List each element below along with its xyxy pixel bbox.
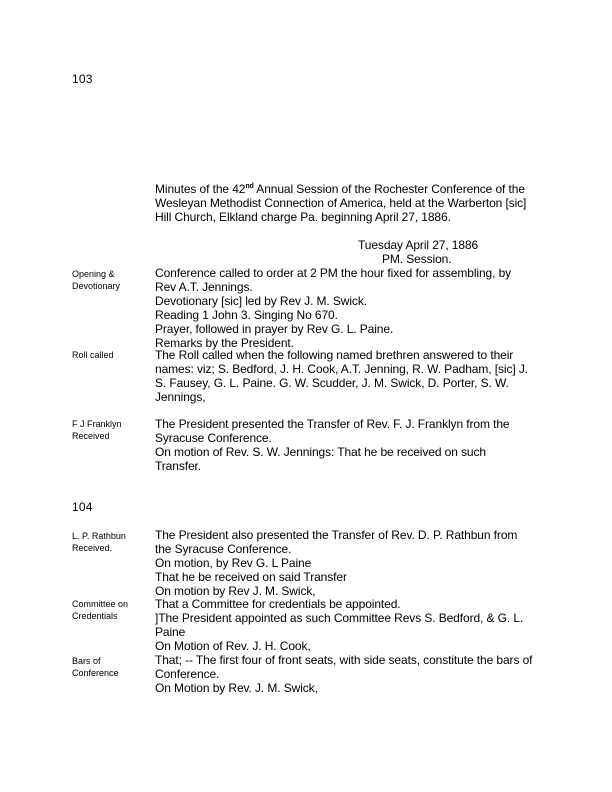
entry-line: On Motion of Rev. J. H. Cook, bbox=[155, 639, 311, 653]
entry-line: Transfer. bbox=[155, 459, 202, 473]
entry-line: Syracuse Conference. bbox=[155, 431, 272, 445]
session-date: Tuesday April 27, 1886 bbox=[358, 238, 479, 252]
ordinal-superscript: nd bbox=[245, 183, 254, 190]
margin-note-line: Received. bbox=[72, 543, 113, 553]
entry-line: Devotionary [sic] led by Rev J. M. Swick. bbox=[155, 294, 367, 308]
entry-line: Conference called to order at 2 PM the hour fixed for assembling, by bbox=[155, 266, 512, 280]
entry-line: Reading 1 John 3. Singing No 670. bbox=[155, 308, 338, 322]
margin-note-bars bbox=[72, 655, 119, 679]
entry-roll bbox=[155, 348, 547, 404]
entry-line: The President also presented the Transfer of Rev. D. P. Rathbun from bbox=[155, 528, 518, 542]
page-number: 104 bbox=[72, 500, 93, 514]
entry-bars bbox=[155, 653, 547, 695]
entry-line: Rev A.T. Jennings. bbox=[155, 280, 253, 294]
entry-line: Paine bbox=[155, 625, 186, 639]
title-text: Minutes of the 42 bbox=[155, 182, 246, 196]
margin-note-roll bbox=[72, 349, 114, 361]
margin-note-line: Committee on bbox=[72, 599, 129, 609]
entry-line: On motion, by Rev G. L Paine bbox=[155, 556, 312, 570]
margin-note-opening bbox=[72, 268, 120, 292]
margin-note-line: L. P. Rathbun bbox=[72, 531, 126, 541]
title-text: Annual Session of the Rochester Conference of the bbox=[253, 182, 525, 196]
margin-note-line: Credentials bbox=[72, 611, 118, 621]
entry-line: Jennings, bbox=[155, 390, 206, 404]
entry-line: On Motion by Rev. J. M. Swick, bbox=[155, 681, 318, 695]
title-line: Wesleyan Methodist Connection of America, held at the Warberton [sic] bbox=[155, 196, 527, 210]
entry-line: On motion by Rev J. M. Swick, bbox=[155, 584, 316, 598]
entry-opening bbox=[155, 266, 547, 350]
entry-line: Prayer, followed in prayer by Rev G. L. Paine. bbox=[155, 322, 394, 336]
margin-note-line: Received bbox=[72, 431, 110, 441]
page-number: 103 bbox=[72, 72, 93, 86]
margin-note-line: Conference bbox=[72, 668, 119, 678]
entry-line: On motion of Rev. S. W. Jennings: That he be received on such bbox=[155, 445, 486, 459]
margin-note-line: Opening & bbox=[72, 269, 115, 279]
entry-line: S. Fausey, G. L. Paine. G. W. Scudder, J. M. Swick, D. Porter, S. W. bbox=[155, 376, 509, 390]
margin-note-line: F J Franklyn bbox=[72, 419, 122, 429]
entry-line: ]The President appointed as such Committee Revs S. Bedford, & G. L. bbox=[155, 611, 524, 625]
entry-line: That a Committee for credentials be appointed. bbox=[155, 597, 401, 611]
entry-line: That; -- The first four of front seats, with side seats, constitute the bars of bbox=[155, 653, 533, 667]
entry-line: The President presented the Transfer of Rev. F. J. Franklyn from the bbox=[155, 417, 510, 431]
title-line bbox=[155, 182, 547, 196]
entry-line: names: viz; S. Bedford, J. H. Cook, A.T. Jenning, R. W. Padham, [sic] J. bbox=[155, 362, 528, 376]
entry-line: The Roll called when the following named brethren answered to their bbox=[155, 348, 514, 362]
title-line: Hill Church, Elkland charge Pa. beginning April 27, 1886. bbox=[155, 210, 451, 224]
entry-franklyn bbox=[155, 417, 547, 473]
entry-line: Conference. bbox=[155, 667, 220, 681]
margin-note-franklyn bbox=[72, 418, 122, 442]
margin-note-line: Devotionary bbox=[72, 281, 121, 291]
entry-line: That he be received on said Transfer bbox=[155, 570, 347, 584]
entry-rathbun bbox=[155, 528, 547, 598]
margin-note-committee bbox=[72, 598, 128, 622]
margin-note-line: Roll called bbox=[72, 350, 114, 360]
session-label: PM. Session. bbox=[382, 252, 452, 266]
entry-line: the Syracuse Conference. bbox=[155, 542, 292, 556]
entry-line: Remarks by the President. bbox=[155, 336, 294, 350]
margin-note-line: Bars of bbox=[72, 656, 101, 666]
entry-committee bbox=[155, 597, 547, 653]
minutes-title bbox=[155, 182, 547, 224]
margin-note-rathbun bbox=[72, 530, 126, 554]
